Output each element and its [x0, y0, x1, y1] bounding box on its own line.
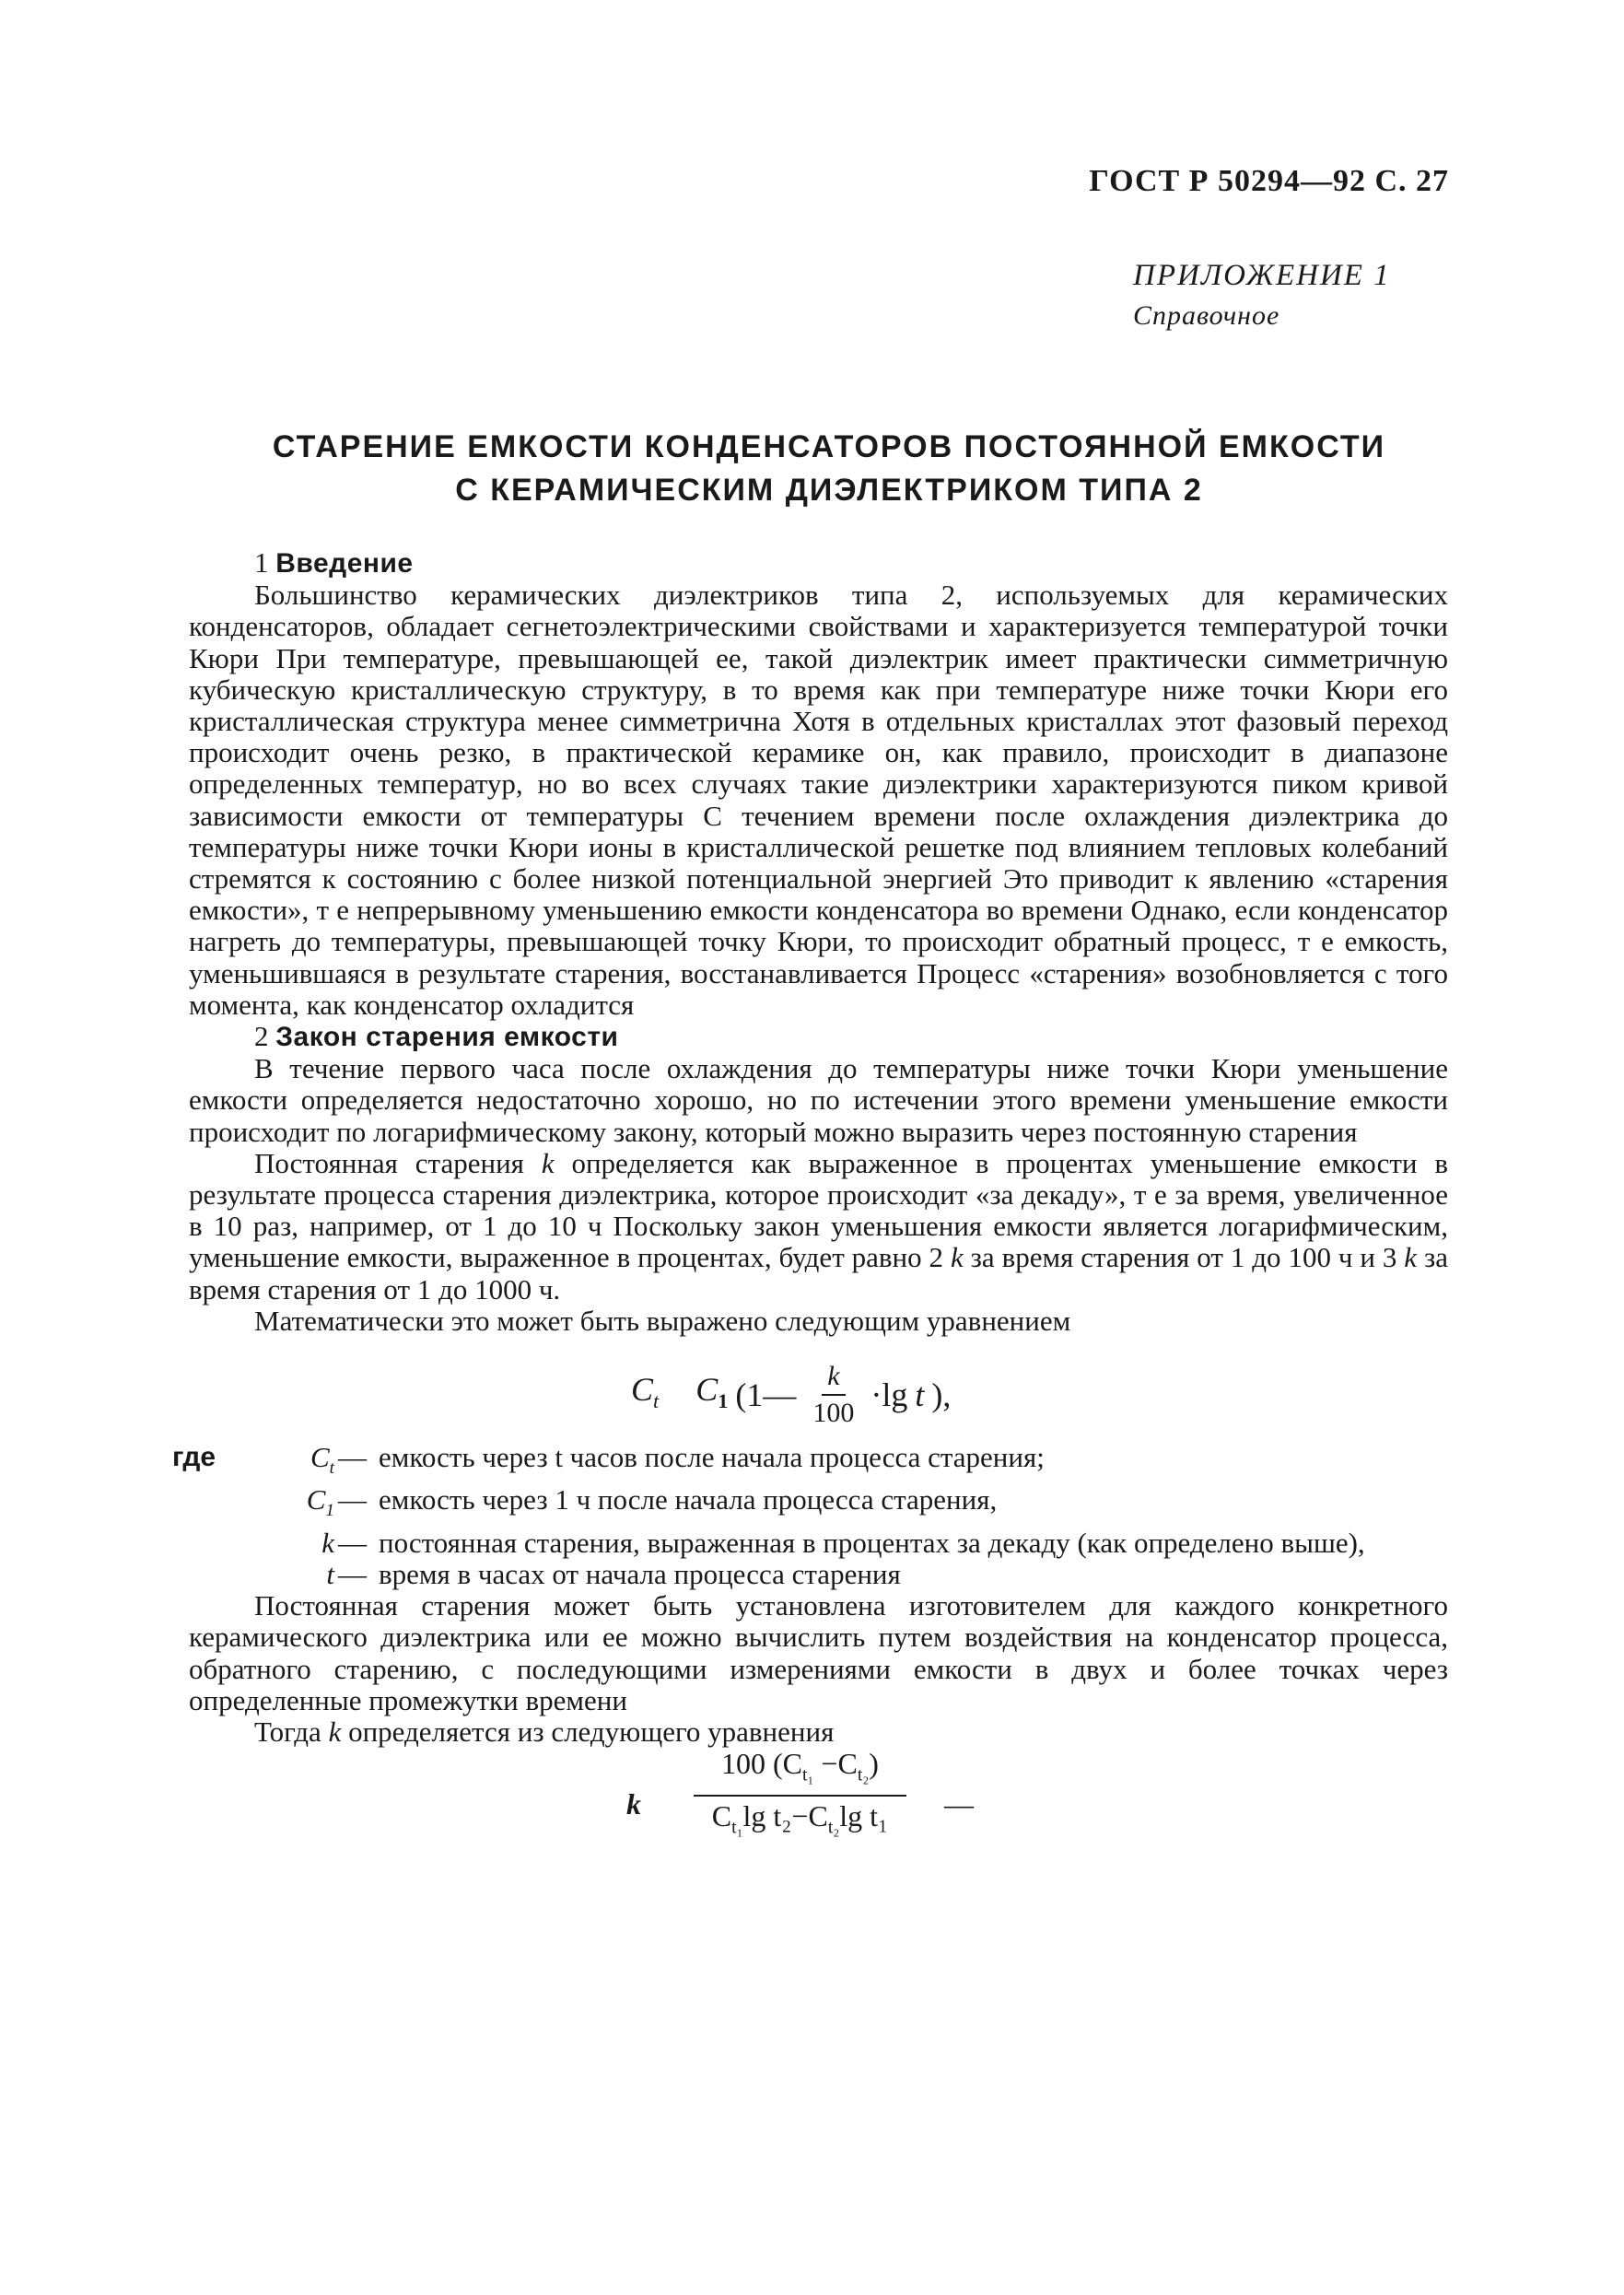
section-2-paragraph-5	[189, 1716, 1448, 1748]
formula-rhs: $C_1$	[695, 1370, 729, 1412]
appendix-type: Справочное	[1133, 299, 1280, 331]
formula-lhs: $C_t$	[631, 1370, 660, 1412]
definition-dash: —	[338, 1441, 367, 1474]
formula-open: (1—	[735, 1376, 797, 1414]
definition-text: емкость через 1 ч после начала процесса старения,	[379, 1483, 998, 1516]
definition-dash: —	[338, 1526, 367, 1559]
definition-symbol: $C_t$	[310, 1441, 334, 1479]
symbol-k: k	[328, 1715, 342, 1749]
aging-formula	[189, 1337, 1448, 1438]
definition-row	[189, 1559, 1448, 1590]
section-1-paragraph: Большинство керамических диэлектриков типа 2, используемых для керамических конденсаторов, обладает сегнетоэлектрическими свойствами и характеризуется температурой точки Кюри При температуре, превышающей ее, такой диэлектрик имеет практически симметричную кубическую кристаллическую структуру, в то время как при температуре ниже точки Кюри его кристаллическая структура менее симметрична Хотя в отдельных кристаллах этот фазовый переход происходит очень резко, в практической керамике он, как правило, происходит в диапазоне определенных температур, но во всех случаях такие диэлектрики характеризуются пиком кривой зависимости емкости от температуры С течением времени после охлаждения диэлектрика до температуры ниже точки Кюри ионы в кристаллической решетке под влиянием тепловых колебаний стремятся к состоянию с более низкой потенциальной энергией Это приводит к явлению «старения емкости», т е непрерывному уменьшению емкости конденсатора во времени Однако, если конденсатор нагреть до температуры, превышающей точку Кюри, то происходит обратный процесс, т е емкость, уменьшившаяся в результате старения, восстанавливается Процесс «старения» возобновляется с того момента, как конденсатор охладится	[189, 579, 1448, 1021]
section-2-number: 2	[254, 1020, 269, 1053]
appendix-label-block	[1133, 256, 1391, 334]
formula2-denominator: $C_{t_1}\lg$ $t_2-C_{t_2}\lg$ t₁	[711, 1798, 889, 1838]
para-text: Постоянная старения	[254, 1146, 542, 1179]
formula-log: ·lg	[870, 1376, 908, 1414]
formula-fraction: $\frac{k}{100}$	[812, 1361, 855, 1429]
definition-dash: —	[338, 1483, 367, 1516]
definition-row	[172, 1441, 1448, 1484]
section-2-paragraph-2	[189, 1148, 1448, 1306]
section-1-heading	[189, 547, 1448, 580]
formula-var: t	[915, 1376, 925, 1414]
definition-row	[189, 1528, 1448, 1559]
para-text: Тогда	[254, 1715, 329, 1749]
para-text: определяется из следующего уравнения	[341, 1715, 835, 1749]
where-word: где	[172, 1442, 216, 1473]
symbol-k: k	[541, 1146, 555, 1179]
variable-definitions	[172, 1441, 1448, 1591]
para-text: за время старения от 1 до 100 ч и 3	[963, 1241, 1405, 1274]
symbol-k: k	[1404, 1241, 1418, 1274]
definition-text: время в часах от начала процесса старения	[379, 1558, 901, 1591]
para-text: определяется как выраженное в процентах уменьшение емкости в результате процесса старения диэлектрика, которое происходит «за декаду», т е за время, увеличенное в 10 раз, например, от 1 до 10 ч Поскольку закон уменьшения емкости является логарифмическим, уменьшение емкости, выраженное в процентах, будет равно 2	[189, 1146, 1448, 1274]
title-line-2: С КЕРАМИЧЕСКИМ ДИЭЛЕКТРИКОМ ТИПА 2	[455, 472, 1203, 508]
definition-symbol: $C_1$	[306, 1483, 334, 1521]
symbol-k: k	[950, 1241, 964, 1274]
section-2-paragraph-4: Постоянная старения может быть установлена изготовителем для каждого конкретного керамического диэлектрика или ее можно вычислить путем воздействия на конденсатор процесса, обратного старению, с последующими измерениями емкости в двух и более точках через определенные промежутки времени	[189, 1589, 1448, 1716]
formula2-lhs: k	[626, 1787, 641, 1821]
document-body	[172, 546, 1448, 1858]
standard-reference-header: ГОСТ Р 50294—92 С. 27	[1089, 164, 1449, 198]
appendix-label: ПРИЛОЖЕНИЕ 1	[1133, 259, 1391, 292]
para-text: за время старения от 1 до 1000 ч.	[189, 1241, 1448, 1306]
definition-row	[189, 1484, 1448, 1527]
section-2-heading	[189, 1021, 1448, 1053]
formula2-tail: —	[944, 1787, 974, 1821]
section-2-title: Закон старения емкости	[275, 1022, 619, 1053]
definition-text: емкость через t часов после начала процесса старения;	[379, 1441, 1045, 1474]
section-1-title: Введение	[275, 548, 414, 579]
definition-symbol: t	[326, 1558, 334, 1591]
document-title	[184, 426, 1474, 512]
definition-text: постоянная старения, выраженная в процентах за декаду (как определено выше),	[379, 1526, 1365, 1559]
formula2-numerator: 100 $(C_{t_1} -C_{t_2})$	[694, 1748, 906, 1797]
section-2-paragraph-1: В течение первого часа после охлаждения до температуры ниже точки Кюри уменьшение емкости определяется недостаточно хорошо, но по истечении этого времени уменьшение емкости происходит по логарифмическому закону, который можно выразить через постоянную старения	[189, 1052, 1448, 1148]
formula-end: ),	[931, 1376, 952, 1414]
section-2-paragraph-3: Математически это может быть выражено следующим уравнением	[254, 1304, 1071, 1337]
title-line-1: СТАРЕНИЕ ЕМКОСТИ КОНДЕНСАТОРОВ ПОСТОЯННОЙ ЕМКОСТИ	[272, 429, 1386, 464]
definition-dash: —	[338, 1558, 367, 1591]
formula2-fraction	[694, 1748, 906, 1843]
aging-constant-formula	[189, 1748, 1448, 1858]
section-1-number: 1	[254, 546, 269, 579]
definition-symbol: k	[321, 1526, 334, 1559]
